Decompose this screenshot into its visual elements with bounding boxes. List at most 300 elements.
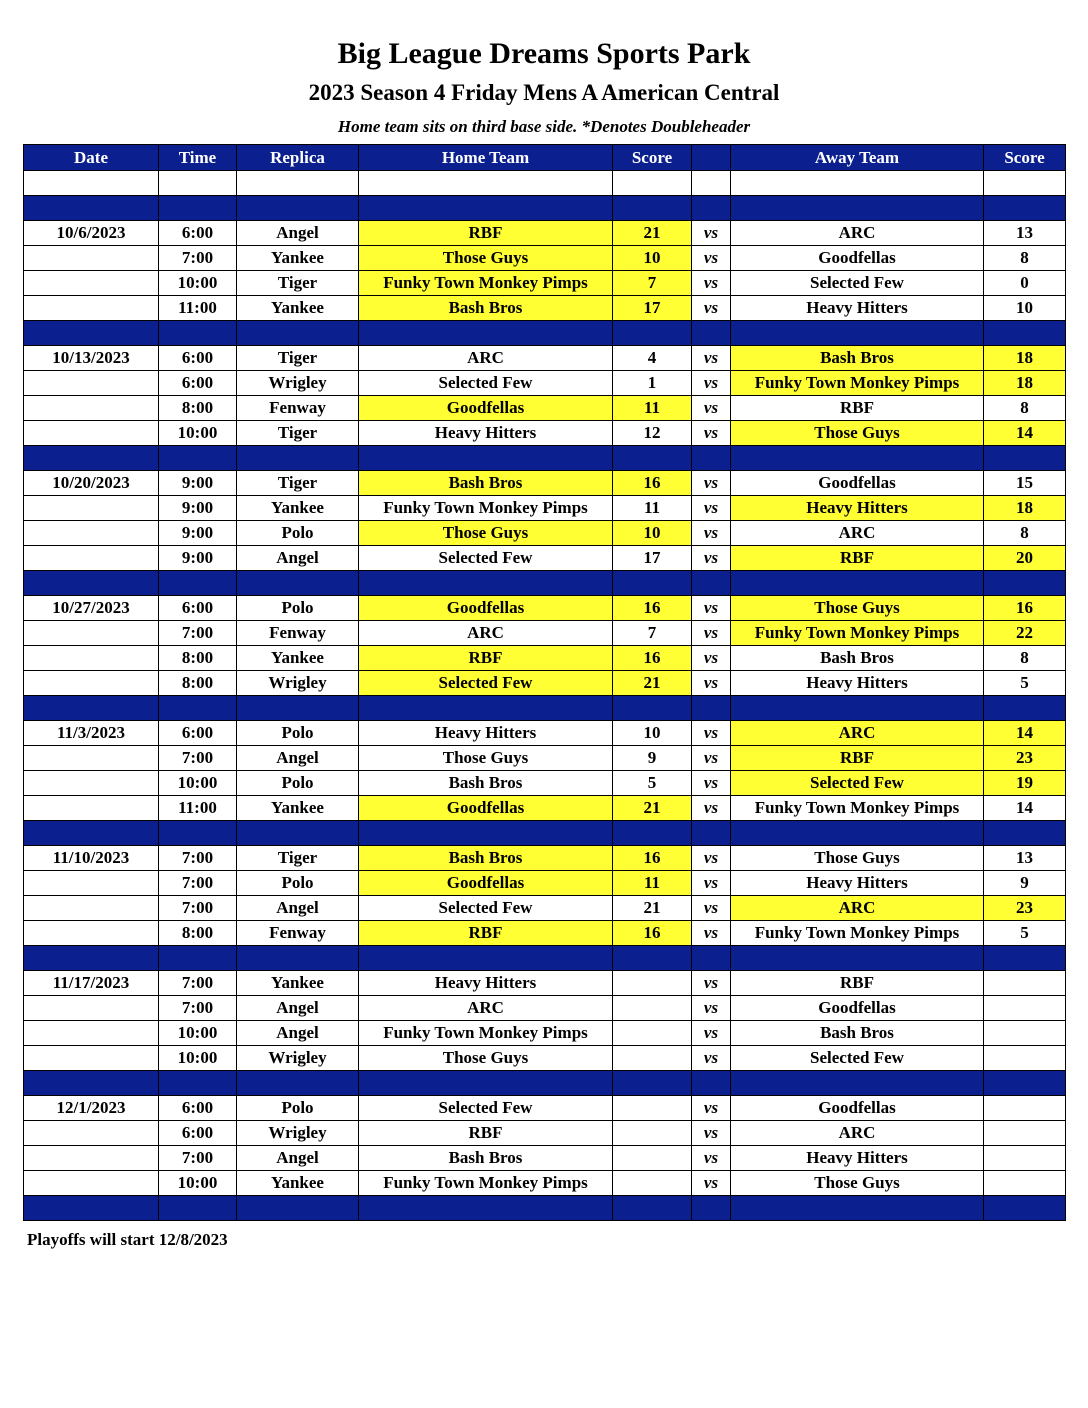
home-score: 7	[613, 271, 692, 296]
home-team: RBF	[359, 1121, 613, 1146]
vs-label: vs	[692, 246, 731, 271]
schedule-note: Home team sits on third base side. *Denotes Doubleheader	[337, 117, 751, 136]
game-time: 6:00	[159, 371, 237, 396]
game-replica: Tiger	[237, 346, 359, 371]
blank-row	[24, 171, 1066, 196]
away-score: 18	[984, 346, 1066, 371]
home-score: 7	[613, 621, 692, 646]
table-row	[24, 496, 1066, 521]
game-date	[24, 771, 159, 796]
game-time: 9:00	[159, 496, 237, 521]
week-separator-row	[24, 571, 1066, 596]
week-separator-row	[24, 321, 1066, 346]
home-team: RBF	[359, 646, 613, 671]
game-time: 6:00	[159, 1096, 237, 1121]
away-score: 5	[984, 671, 1066, 696]
home-score: 21	[613, 796, 692, 821]
week-separator-row	[24, 946, 1066, 971]
home-team: Selected Few	[359, 1096, 613, 1121]
vs-label: vs	[692, 771, 731, 796]
away-team: Bash Bros	[731, 646, 984, 671]
vs-label: vs	[692, 596, 731, 621]
game-replica: Angel	[237, 546, 359, 571]
game-time: 6:00	[159, 221, 237, 246]
game-replica: Angel	[237, 896, 359, 921]
home-team: RBF	[359, 921, 613, 946]
vs-label: vs	[692, 996, 731, 1021]
game-date	[24, 296, 159, 321]
game-time: 8:00	[159, 646, 237, 671]
game-date	[24, 246, 159, 271]
game-replica: Polo	[237, 771, 359, 796]
away-score: 16	[984, 596, 1066, 621]
vs-label: vs	[692, 346, 731, 371]
game-time: 8:00	[159, 921, 237, 946]
game-time: 6:00	[159, 596, 237, 621]
away-team: Goodfellas	[731, 471, 984, 496]
table-row	[24, 1171, 1066, 1196]
home-team: Bash Bros	[359, 1146, 613, 1171]
away-score: 14	[984, 421, 1066, 446]
home-score: 16	[613, 471, 692, 496]
table-row	[24, 921, 1066, 946]
vs-label: vs	[692, 296, 731, 321]
away-team: Heavy Hitters	[731, 296, 984, 321]
away-score: 22	[984, 621, 1066, 646]
table-row	[24, 1146, 1066, 1171]
away-score: 15	[984, 471, 1066, 496]
vs-label: vs	[692, 521, 731, 546]
game-replica: Yankee	[237, 971, 359, 996]
away-score	[984, 971, 1066, 996]
home-team: ARC	[359, 346, 613, 371]
home-score: 11	[613, 496, 692, 521]
away-score: 8	[984, 521, 1066, 546]
game-time: 7:00	[159, 746, 237, 771]
game-replica: Fenway	[237, 396, 359, 421]
vs-label: vs	[692, 1171, 731, 1196]
away-team: RBF	[731, 971, 984, 996]
home-score: 16	[613, 596, 692, 621]
home-score: 16	[613, 846, 692, 871]
home-team: Bash Bros	[359, 471, 613, 496]
game-date: 10/27/2023	[24, 596, 159, 621]
table-row	[24, 671, 1066, 696]
game-date	[24, 996, 159, 1021]
game-time: 7:00	[159, 971, 237, 996]
game-time: 7:00	[159, 846, 237, 871]
away-score: 0	[984, 271, 1066, 296]
home-score: 21	[613, 671, 692, 696]
game-date	[24, 746, 159, 771]
away-team: Funky Town Monkey Pimps	[731, 621, 984, 646]
away-team: ARC	[731, 896, 984, 921]
game-replica: Angel	[237, 996, 359, 1021]
game-replica: Wrigley	[237, 1121, 359, 1146]
home-score	[613, 996, 692, 1021]
game-date	[24, 871, 159, 896]
game-time: 9:00	[159, 471, 237, 496]
vs-label: vs	[692, 871, 731, 896]
away-score: 23	[984, 896, 1066, 921]
game-time: 6:00	[159, 721, 237, 746]
table-row	[24, 546, 1066, 571]
table-row	[24, 971, 1066, 996]
week-separator-row	[24, 696, 1066, 721]
away-score: 14	[984, 796, 1066, 821]
home-score: 1	[613, 371, 692, 396]
game-replica: Angel	[237, 221, 359, 246]
away-team: Funky Town Monkey Pimps	[731, 921, 984, 946]
away-score: 18	[984, 496, 1066, 521]
home-team: Selected Few	[359, 671, 613, 696]
away-score	[984, 1171, 1066, 1196]
game-time: 10:00	[159, 1021, 237, 1046]
vs-label: vs	[692, 971, 731, 996]
away-team: ARC	[731, 721, 984, 746]
home-team: Bash Bros	[359, 296, 613, 321]
game-time: 7:00	[159, 1146, 237, 1171]
home-team: Those Guys	[359, 521, 613, 546]
away-score	[984, 1121, 1066, 1146]
home-team: Goodfellas	[359, 596, 613, 621]
game-time: 11:00	[159, 296, 237, 321]
game-replica: Angel	[237, 1146, 359, 1171]
game-replica: Polo	[237, 1096, 359, 1121]
vs-label: vs	[692, 396, 731, 421]
home-score: 16	[613, 921, 692, 946]
home-team: Those Guys	[359, 246, 613, 271]
away-score	[984, 996, 1066, 1021]
table-row	[24, 1021, 1066, 1046]
away-team: Goodfellas	[731, 246, 984, 271]
table-row	[24, 771, 1066, 796]
game-date	[24, 1146, 159, 1171]
vs-label: vs	[692, 546, 731, 571]
home-score: 10	[613, 721, 692, 746]
away-score	[984, 1021, 1066, 1046]
col-header-vs	[692, 145, 731, 171]
game-date	[24, 621, 159, 646]
week-separator-row	[24, 1071, 1066, 1096]
table-row	[24, 871, 1066, 896]
game-replica: Polo	[237, 521, 359, 546]
home-team: Funky Town Monkey Pimps	[359, 271, 613, 296]
game-replica: Fenway	[237, 921, 359, 946]
vs-label: vs	[692, 671, 731, 696]
vs-label: vs	[692, 721, 731, 746]
away-team: Selected Few	[731, 271, 984, 296]
col-header-home-team: Home Team	[359, 145, 613, 171]
game-time: 7:00	[159, 871, 237, 896]
away-team: RBF	[731, 546, 984, 571]
table-row	[24, 271, 1066, 296]
game-replica: Wrigley	[237, 1046, 359, 1071]
table-row	[24, 596, 1066, 621]
week-separator-row	[24, 1196, 1066, 1221]
home-team: Funky Town Monkey Pimps	[359, 1171, 613, 1196]
away-score	[984, 1096, 1066, 1121]
vs-label: vs	[692, 371, 731, 396]
home-score	[613, 1046, 692, 1071]
away-team: RBF	[731, 396, 984, 421]
away-score: 10	[984, 296, 1066, 321]
home-team: Bash Bros	[359, 771, 613, 796]
game-replica: Fenway	[237, 621, 359, 646]
home-score	[613, 1146, 692, 1171]
col-header-time: Time	[159, 145, 237, 171]
game-time: 8:00	[159, 671, 237, 696]
home-score: 12	[613, 421, 692, 446]
home-team: Heavy Hitters	[359, 421, 613, 446]
away-score: 13	[984, 846, 1066, 871]
away-team: RBF	[731, 746, 984, 771]
away-team: Goodfellas	[731, 1096, 984, 1121]
game-time: 7:00	[159, 996, 237, 1021]
vs-label: vs	[692, 1096, 731, 1121]
game-replica: Yankee	[237, 246, 359, 271]
home-team: Funky Town Monkey Pimps	[359, 496, 613, 521]
col-header-away-team: Away Team	[731, 145, 984, 171]
home-score: 11	[613, 396, 692, 421]
away-team: Those Guys	[731, 846, 984, 871]
game-replica: Tiger	[237, 421, 359, 446]
col-header-replica: Replica	[237, 145, 359, 171]
home-team: Selected Few	[359, 371, 613, 396]
game-time: 9:00	[159, 521, 237, 546]
home-score: 11	[613, 871, 692, 896]
game-date	[24, 271, 159, 296]
home-score: 10	[613, 246, 692, 271]
away-score: 20	[984, 546, 1066, 571]
game-replica: Yankee	[237, 1171, 359, 1196]
game-time: 6:00	[159, 346, 237, 371]
vs-label: vs	[692, 846, 731, 871]
game-time: 7:00	[159, 896, 237, 921]
game-time: 10:00	[159, 771, 237, 796]
vs-label: vs	[692, 896, 731, 921]
home-team: Goodfellas	[359, 396, 613, 421]
game-replica: Yankee	[237, 796, 359, 821]
game-time: 8:00	[159, 396, 237, 421]
page-subtitle: 2023 Season 4 Friday Mens A American Central	[308, 80, 780, 105]
home-team: Goodfellas	[359, 871, 613, 896]
game-date	[24, 796, 159, 821]
game-date: 10/6/2023	[24, 221, 159, 246]
home-team: Bash Bros	[359, 846, 613, 871]
vs-label: vs	[692, 1146, 731, 1171]
table-row	[24, 846, 1066, 871]
game-time: 6:00	[159, 1121, 237, 1146]
home-team: RBF	[359, 221, 613, 246]
home-score: 10	[613, 521, 692, 546]
table-row	[24, 371, 1066, 396]
table-row	[24, 896, 1066, 921]
home-score: 9	[613, 746, 692, 771]
away-score: 5	[984, 921, 1066, 946]
home-score: 17	[613, 296, 692, 321]
table-header-row	[24, 145, 1066, 171]
game-time: 7:00	[159, 246, 237, 271]
vs-label: vs	[692, 221, 731, 246]
table-row	[24, 246, 1066, 271]
vs-label: vs	[692, 796, 731, 821]
away-team: Heavy Hitters	[731, 871, 984, 896]
away-team: Those Guys	[731, 596, 984, 621]
away-team: Goodfellas	[731, 996, 984, 1021]
away-team: Those Guys	[731, 421, 984, 446]
home-score	[613, 971, 692, 996]
home-team: Selected Few	[359, 546, 613, 571]
table-row	[24, 746, 1066, 771]
home-score: 17	[613, 546, 692, 571]
vs-label: vs	[692, 1121, 731, 1146]
away-score	[984, 1146, 1066, 1171]
vs-label: vs	[692, 471, 731, 496]
col-header-away-score: Score	[984, 145, 1066, 171]
home-score	[613, 1021, 692, 1046]
game-date: 10/20/2023	[24, 471, 159, 496]
game-date: 11/17/2023	[24, 971, 159, 996]
away-score	[984, 1046, 1066, 1071]
game-date	[24, 521, 159, 546]
away-team: Heavy Hitters	[731, 671, 984, 696]
game-replica: Yankee	[237, 496, 359, 521]
page-title: Big League Dreams Sports Park	[337, 37, 751, 70]
home-team: Those Guys	[359, 746, 613, 771]
away-score: 13	[984, 221, 1066, 246]
away-team: Those Guys	[731, 1171, 984, 1196]
table-row	[24, 1121, 1066, 1146]
home-team: ARC	[359, 996, 613, 1021]
game-time: 9:00	[159, 546, 237, 571]
game-time: 10:00	[159, 1046, 237, 1071]
table-row	[24, 396, 1066, 421]
game-date	[24, 671, 159, 696]
table-row	[24, 646, 1066, 671]
game-date	[24, 496, 159, 521]
game-date	[24, 371, 159, 396]
table-row	[24, 996, 1066, 1021]
table-row	[24, 421, 1066, 446]
week-separator-row	[24, 446, 1066, 471]
away-score: 9	[984, 871, 1066, 896]
game-replica: Yankee	[237, 646, 359, 671]
playoffs-note: Playoffs will start 12/8/2023	[27, 1230, 228, 1249]
vs-label: vs	[692, 621, 731, 646]
game-date	[24, 396, 159, 421]
game-date: 11/10/2023	[24, 846, 159, 871]
home-team: Heavy Hitters	[359, 721, 613, 746]
home-team: Selected Few	[359, 896, 613, 921]
away-score: 23	[984, 746, 1066, 771]
game-time: 10:00	[159, 271, 237, 296]
game-date	[24, 1171, 159, 1196]
game-date	[24, 546, 159, 571]
away-team: Bash Bros	[731, 346, 984, 371]
vs-label: vs	[692, 1046, 731, 1071]
vs-label: vs	[692, 1021, 731, 1046]
game-date: 11/3/2023	[24, 721, 159, 746]
game-replica: Angel	[237, 1021, 359, 1046]
away-team: Selected Few	[731, 1046, 984, 1071]
home-score: 21	[613, 221, 692, 246]
away-team: Funky Town Monkey Pimps	[731, 796, 984, 821]
table-row	[24, 346, 1066, 371]
game-date	[24, 921, 159, 946]
game-time: 10:00	[159, 1171, 237, 1196]
game-date	[24, 646, 159, 671]
schedule-body	[24, 171, 1066, 1221]
game-replica: Polo	[237, 721, 359, 746]
home-team: Those Guys	[359, 1046, 613, 1071]
vs-label: vs	[692, 746, 731, 771]
week-separator-row	[24, 196, 1066, 221]
home-team: ARC	[359, 621, 613, 646]
home-score: 5	[613, 771, 692, 796]
game-replica: Yankee	[237, 296, 359, 321]
table-row	[24, 1046, 1066, 1071]
table-row	[24, 621, 1066, 646]
game-date	[24, 896, 159, 921]
away-score: 14	[984, 721, 1066, 746]
game-replica: Wrigley	[237, 671, 359, 696]
table-row	[24, 296, 1066, 321]
away-score: 8	[984, 646, 1066, 671]
away-team: Selected Few	[731, 771, 984, 796]
game-date	[24, 1021, 159, 1046]
game-time: 11:00	[159, 796, 237, 821]
game-replica: Tiger	[237, 846, 359, 871]
home-team: Funky Town Monkey Pimps	[359, 1021, 613, 1046]
vs-label: vs	[692, 496, 731, 521]
away-team: Bash Bros	[731, 1021, 984, 1046]
away-team: Funky Town Monkey Pimps	[731, 371, 984, 396]
away-team: ARC	[731, 521, 984, 546]
home-score	[613, 1121, 692, 1146]
game-time: 7:00	[159, 621, 237, 646]
table-row	[24, 721, 1066, 746]
week-separator-row	[24, 821, 1066, 846]
game-replica: Tiger	[237, 271, 359, 296]
home-score	[613, 1096, 692, 1121]
game-replica: Polo	[237, 871, 359, 896]
away-team: Heavy Hitters	[731, 1146, 984, 1171]
col-header-date: Date	[24, 145, 159, 171]
away-team: Heavy Hitters	[731, 496, 984, 521]
game-date	[24, 421, 159, 446]
game-date: 12/1/2023	[24, 1096, 159, 1121]
game-date	[24, 1121, 159, 1146]
game-replica: Angel	[237, 746, 359, 771]
vs-label: vs	[692, 421, 731, 446]
home-team: Goodfellas	[359, 796, 613, 821]
table-row	[24, 796, 1066, 821]
home-score: 21	[613, 896, 692, 921]
game-date: 10/13/2023	[24, 346, 159, 371]
away-team: ARC	[731, 221, 984, 246]
away-score: 8	[984, 396, 1066, 421]
schedule-table	[23, 144, 1066, 1221]
vs-label: vs	[692, 271, 731, 296]
away-score: 18	[984, 371, 1066, 396]
table-row	[24, 221, 1066, 246]
vs-label: vs	[692, 646, 731, 671]
table-row	[24, 1096, 1066, 1121]
game-replica: Wrigley	[237, 371, 359, 396]
vs-label: vs	[692, 921, 731, 946]
home-score: 16	[613, 646, 692, 671]
